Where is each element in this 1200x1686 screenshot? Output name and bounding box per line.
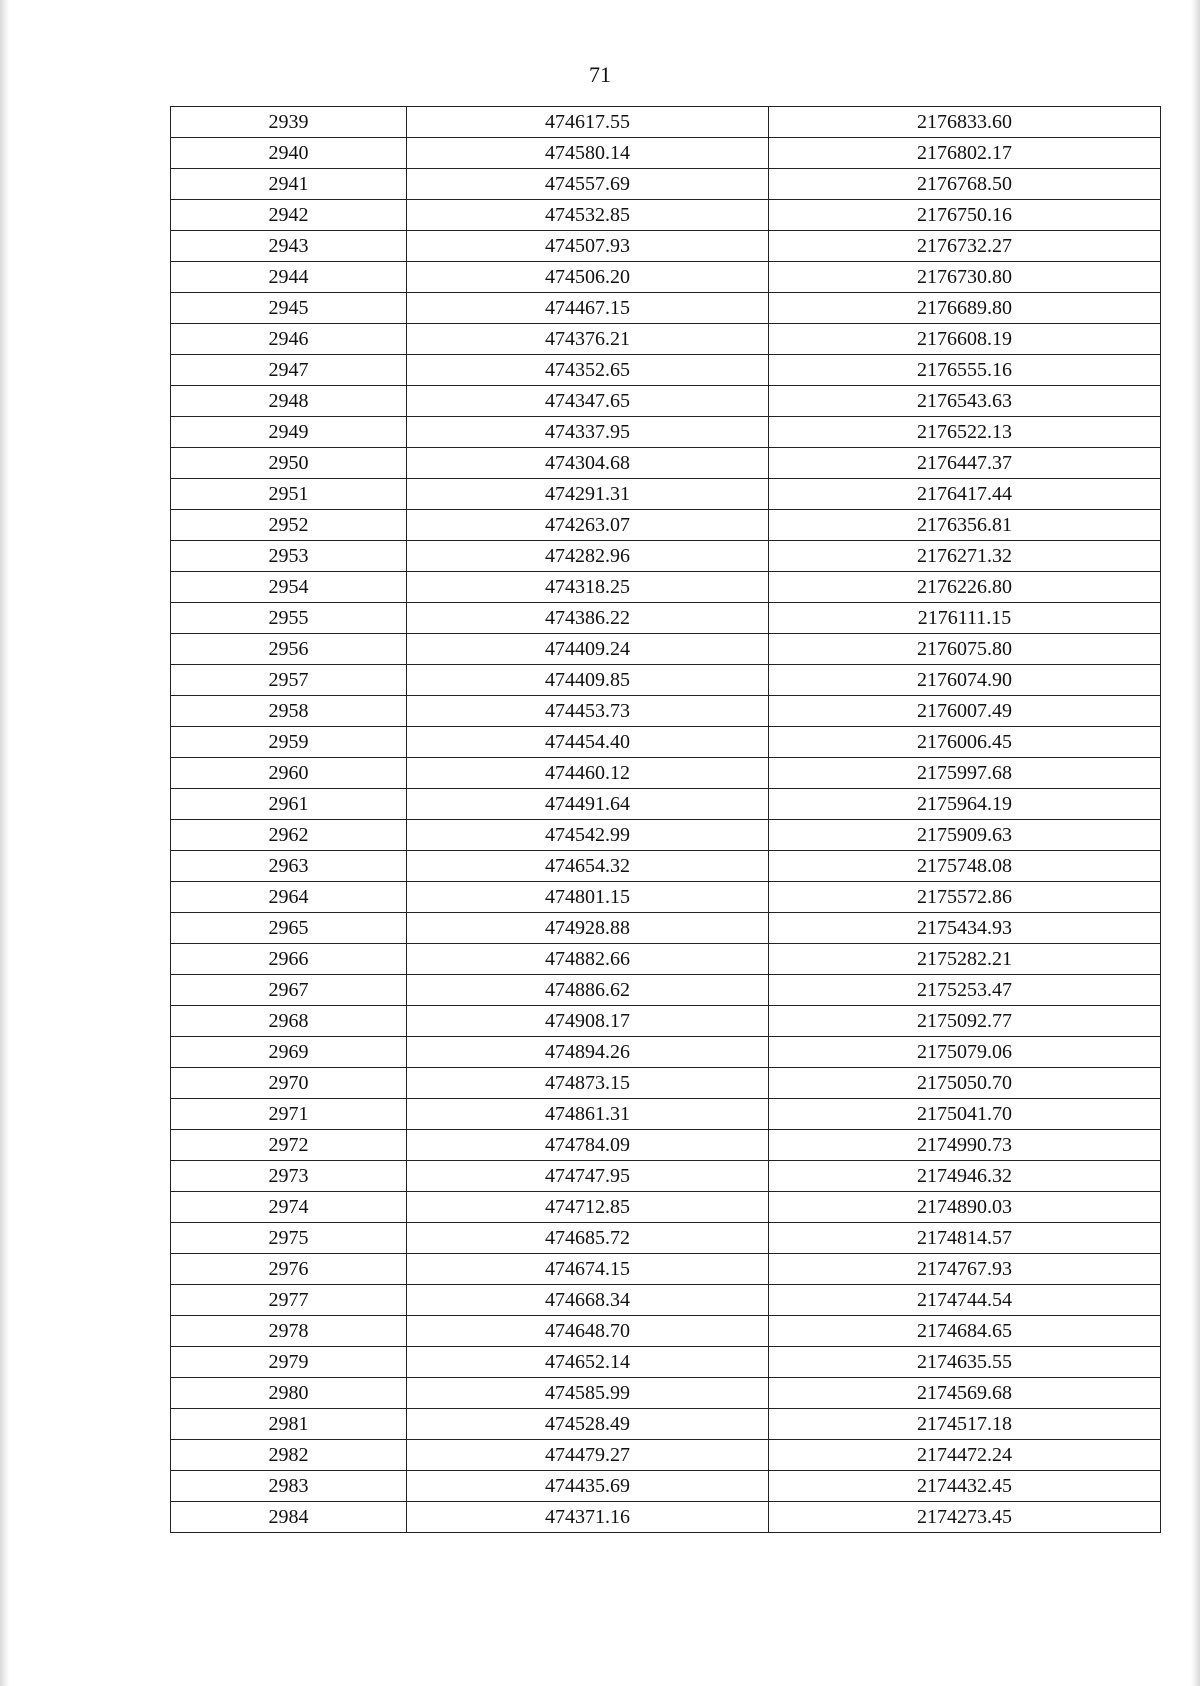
page-number: 71	[589, 62, 611, 87]
x-coordinate-cell: 474648.70	[407, 1316, 769, 1347]
y-coordinate-cell: 2175434.93	[769, 913, 1161, 944]
y-coordinate-cell: 2174744.54	[769, 1285, 1161, 1316]
coordinates-table	[170, 106, 1161, 1533]
y-coordinate-cell: 2174635.55	[769, 1347, 1161, 1378]
table-row	[171, 1285, 1161, 1316]
y-coordinate-cell: 2176555.16	[769, 355, 1161, 386]
x-coordinate-cell: 474506.20	[407, 262, 769, 293]
y-coordinate-cell: 2175909.63	[769, 820, 1161, 851]
table-row	[171, 417, 1161, 448]
y-coordinate-cell: 2175253.47	[769, 975, 1161, 1006]
point-id-cell: 2976	[171, 1254, 407, 1285]
x-coordinate-cell: 474668.34	[407, 1285, 769, 1316]
table-row	[171, 541, 1161, 572]
y-coordinate-cell: 2176356.81	[769, 510, 1161, 541]
point-id-cell: 2984	[171, 1502, 407, 1533]
x-coordinate-cell: 474617.55	[407, 107, 769, 138]
y-coordinate-cell: 2176608.19	[769, 324, 1161, 355]
table-row	[171, 1223, 1161, 1254]
point-id-cell: 2983	[171, 1471, 407, 1502]
y-coordinate-cell: 2174569.68	[769, 1378, 1161, 1409]
y-coordinate-cell: 2176750.16	[769, 200, 1161, 231]
x-coordinate-cell: 474282.96	[407, 541, 769, 572]
table-row	[171, 603, 1161, 634]
table-row	[171, 1347, 1161, 1378]
table-row	[171, 1254, 1161, 1285]
x-coordinate-cell: 474467.15	[407, 293, 769, 324]
table-row	[171, 665, 1161, 696]
x-coordinate-cell: 474460.12	[407, 758, 769, 789]
y-coordinate-cell: 2175092.77	[769, 1006, 1161, 1037]
y-coordinate-cell: 2175050.70	[769, 1068, 1161, 1099]
x-coordinate-cell: 474347.65	[407, 386, 769, 417]
table-row	[171, 1161, 1161, 1192]
y-coordinate-cell: 2174273.45	[769, 1502, 1161, 1533]
point-id-cell: 2970	[171, 1068, 407, 1099]
x-coordinate-cell: 474409.24	[407, 634, 769, 665]
y-coordinate-cell: 2175282.21	[769, 944, 1161, 975]
point-id-cell: 2975	[171, 1223, 407, 1254]
point-id-cell: 2967	[171, 975, 407, 1006]
y-coordinate-cell: 2176543.63	[769, 386, 1161, 417]
x-coordinate-cell: 474304.68	[407, 448, 769, 479]
table-row	[171, 138, 1161, 169]
x-coordinate-cell: 474747.95	[407, 1161, 769, 1192]
table-row	[171, 820, 1161, 851]
table-row	[171, 851, 1161, 882]
x-coordinate-cell: 474861.31	[407, 1099, 769, 1130]
y-coordinate-cell: 2176417.44	[769, 479, 1161, 510]
x-coordinate-cell: 474318.25	[407, 572, 769, 603]
table-row	[171, 944, 1161, 975]
point-id-cell: 2947	[171, 355, 407, 386]
y-coordinate-cell: 2174684.65	[769, 1316, 1161, 1347]
x-coordinate-cell: 474928.88	[407, 913, 769, 944]
point-id-cell: 2957	[171, 665, 407, 696]
x-coordinate-cell: 474453.73	[407, 696, 769, 727]
x-coordinate-cell: 474784.09	[407, 1130, 769, 1161]
table-row	[171, 727, 1161, 758]
point-id-cell: 2962	[171, 820, 407, 851]
table-row	[171, 913, 1161, 944]
x-coordinate-cell: 474507.93	[407, 231, 769, 262]
table-row	[171, 231, 1161, 262]
table-row	[171, 200, 1161, 231]
y-coordinate-cell: 2176271.32	[769, 541, 1161, 572]
x-coordinate-cell: 474894.26	[407, 1037, 769, 1068]
point-id-cell: 2980	[171, 1378, 407, 1409]
point-id-cell: 2950	[171, 448, 407, 479]
y-coordinate-cell: 2176007.49	[769, 696, 1161, 727]
table-row	[171, 1409, 1161, 1440]
table-row	[171, 758, 1161, 789]
point-id-cell: 2963	[171, 851, 407, 882]
table-row	[171, 355, 1161, 386]
point-id-cell: 2946	[171, 324, 407, 355]
y-coordinate-cell: 2176226.80	[769, 572, 1161, 603]
point-id-cell: 2939	[171, 107, 407, 138]
point-id-cell: 2977	[171, 1285, 407, 1316]
table-row	[171, 1502, 1161, 1533]
table-row	[171, 510, 1161, 541]
y-coordinate-cell: 2176833.60	[769, 107, 1161, 138]
y-coordinate-cell: 2174990.73	[769, 1130, 1161, 1161]
x-coordinate-cell: 474454.40	[407, 727, 769, 758]
point-id-cell: 2974	[171, 1192, 407, 1223]
point-id-cell: 2960	[171, 758, 407, 789]
x-coordinate-cell: 474801.15	[407, 882, 769, 913]
scan-edge-left	[0, 0, 10, 1686]
y-coordinate-cell: 2175572.86	[769, 882, 1161, 913]
x-coordinate-cell: 474371.16	[407, 1502, 769, 1533]
point-id-cell: 2979	[171, 1347, 407, 1378]
y-coordinate-cell: 2176447.37	[769, 448, 1161, 479]
point-id-cell: 2968	[171, 1006, 407, 1037]
table-row	[171, 572, 1161, 603]
table-row	[171, 882, 1161, 913]
y-coordinate-cell: 2176730.80	[769, 262, 1161, 293]
x-coordinate-cell: 474409.85	[407, 665, 769, 696]
coordinates-table-body	[171, 107, 1161, 1533]
table-row	[171, 1192, 1161, 1223]
x-coordinate-cell: 474386.22	[407, 603, 769, 634]
x-coordinate-cell: 474532.85	[407, 200, 769, 231]
point-id-cell: 2959	[171, 727, 407, 758]
point-id-cell: 2964	[171, 882, 407, 913]
x-coordinate-cell: 474435.69	[407, 1471, 769, 1502]
y-coordinate-cell: 2174432.45	[769, 1471, 1161, 1502]
table-row	[171, 1006, 1161, 1037]
table-row	[171, 1471, 1161, 1502]
y-coordinate-cell: 2176522.13	[769, 417, 1161, 448]
table-row	[171, 1130, 1161, 1161]
table-row	[171, 479, 1161, 510]
x-coordinate-cell: 474263.07	[407, 510, 769, 541]
y-coordinate-cell: 2174946.32	[769, 1161, 1161, 1192]
point-id-cell: 2954	[171, 572, 407, 603]
point-id-cell: 2969	[171, 1037, 407, 1068]
x-coordinate-cell: 474674.15	[407, 1254, 769, 1285]
x-coordinate-cell: 474352.65	[407, 355, 769, 386]
point-id-cell: 2949	[171, 417, 407, 448]
point-id-cell: 2955	[171, 603, 407, 634]
x-coordinate-cell: 474376.21	[407, 324, 769, 355]
point-id-cell: 2973	[171, 1161, 407, 1192]
x-coordinate-cell: 474652.14	[407, 1347, 769, 1378]
x-coordinate-cell: 474585.99	[407, 1378, 769, 1409]
y-coordinate-cell: 2174890.03	[769, 1192, 1161, 1223]
y-coordinate-cell: 2176802.17	[769, 138, 1161, 169]
table-row	[171, 169, 1161, 200]
table-row	[171, 1440, 1161, 1471]
point-id-cell: 2982	[171, 1440, 407, 1471]
point-id-cell: 2981	[171, 1409, 407, 1440]
x-coordinate-cell: 474528.49	[407, 1409, 769, 1440]
y-coordinate-cell: 2176075.80	[769, 634, 1161, 665]
y-coordinate-cell: 2175079.06	[769, 1037, 1161, 1068]
table-row	[171, 448, 1161, 479]
y-coordinate-cell: 2176006.45	[769, 727, 1161, 758]
point-id-cell: 2943	[171, 231, 407, 262]
x-coordinate-cell: 474712.85	[407, 1192, 769, 1223]
y-coordinate-cell: 2176768.50	[769, 169, 1161, 200]
point-id-cell: 2978	[171, 1316, 407, 1347]
point-id-cell: 2942	[171, 200, 407, 231]
point-id-cell: 2951	[171, 479, 407, 510]
y-coordinate-cell: 2175997.68	[769, 758, 1161, 789]
point-id-cell: 2953	[171, 541, 407, 572]
y-coordinate-cell: 2174472.24	[769, 1440, 1161, 1471]
table-row	[171, 789, 1161, 820]
x-coordinate-cell: 474291.31	[407, 479, 769, 510]
x-coordinate-cell: 474542.99	[407, 820, 769, 851]
table-row	[171, 293, 1161, 324]
x-coordinate-cell: 474337.95	[407, 417, 769, 448]
point-id-cell: 2971	[171, 1099, 407, 1130]
x-coordinate-cell: 474557.69	[407, 169, 769, 200]
y-coordinate-cell: 2175748.08	[769, 851, 1161, 882]
x-coordinate-cell: 474479.27	[407, 1440, 769, 1471]
y-coordinate-cell: 2176689.80	[769, 293, 1161, 324]
y-coordinate-cell: 2176732.27	[769, 231, 1161, 262]
point-id-cell: 2948	[171, 386, 407, 417]
table-row	[171, 1099, 1161, 1130]
y-coordinate-cell: 2175041.70	[769, 1099, 1161, 1130]
table-row	[171, 1068, 1161, 1099]
y-coordinate-cell: 2174517.18	[769, 1409, 1161, 1440]
table-row	[171, 1378, 1161, 1409]
table-row	[171, 386, 1161, 417]
point-id-cell: 2956	[171, 634, 407, 665]
point-id-cell: 2941	[171, 169, 407, 200]
x-coordinate-cell: 474908.17	[407, 1006, 769, 1037]
scan-edge-right	[1190, 0, 1200, 1686]
x-coordinate-cell: 474886.62	[407, 975, 769, 1006]
x-coordinate-cell: 474882.66	[407, 944, 769, 975]
point-id-cell: 2944	[171, 262, 407, 293]
point-id-cell: 2958	[171, 696, 407, 727]
point-id-cell: 2940	[171, 138, 407, 169]
y-coordinate-cell: 2176111.15	[769, 603, 1161, 634]
y-coordinate-cell: 2174814.57	[769, 1223, 1161, 1254]
table-row	[171, 1037, 1161, 1068]
table-row	[171, 262, 1161, 293]
table-row	[171, 1316, 1161, 1347]
x-coordinate-cell: 474491.64	[407, 789, 769, 820]
table-row	[171, 696, 1161, 727]
y-coordinate-cell: 2174767.93	[769, 1254, 1161, 1285]
y-coordinate-cell: 2175964.19	[769, 789, 1161, 820]
table-row	[171, 107, 1161, 138]
x-coordinate-cell: 474654.32	[407, 851, 769, 882]
x-coordinate-cell: 474873.15	[407, 1068, 769, 1099]
x-coordinate-cell: 474580.14	[407, 138, 769, 169]
point-id-cell: 2965	[171, 913, 407, 944]
point-id-cell: 2972	[171, 1130, 407, 1161]
point-id-cell: 2945	[171, 293, 407, 324]
point-id-cell: 2961	[171, 789, 407, 820]
table-row	[171, 324, 1161, 355]
table-row	[171, 975, 1161, 1006]
point-id-cell: 2966	[171, 944, 407, 975]
point-id-cell: 2952	[171, 510, 407, 541]
table-row	[171, 634, 1161, 665]
x-coordinate-cell: 474685.72	[407, 1223, 769, 1254]
y-coordinate-cell: 2176074.90	[769, 665, 1161, 696]
